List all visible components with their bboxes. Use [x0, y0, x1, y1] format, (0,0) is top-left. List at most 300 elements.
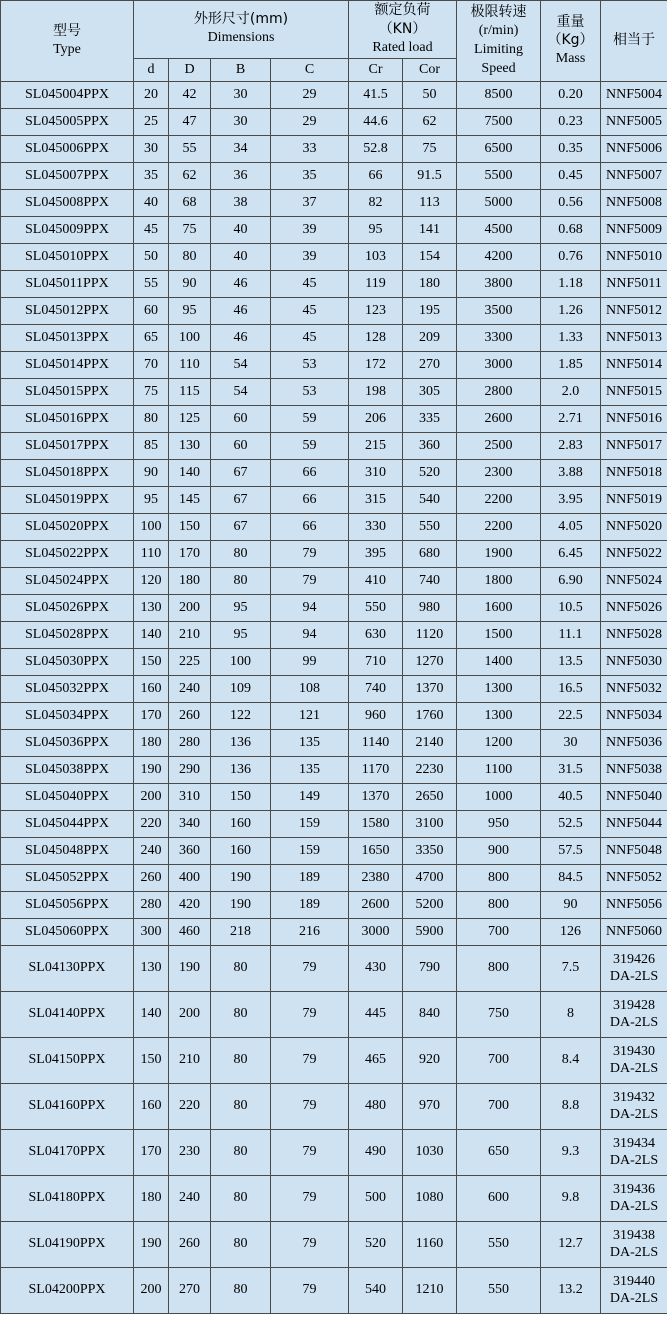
header-Cor: Cor — [403, 58, 457, 81]
cell-equivalent-line1: 319438 — [613, 1227, 656, 1243]
cell-Cor: 1080 — [403, 1175, 457, 1221]
table-row — [1, 432, 667, 459]
cell-equivalent: NNF5018 — [601, 459, 667, 486]
cell-C: 29 — [271, 81, 349, 108]
cell-type: SL045022PPX — [1, 540, 134, 567]
cell-Cor: 5200 — [403, 891, 457, 918]
table-row — [1, 459, 667, 486]
table-row — [1, 810, 667, 837]
cell-C: 53 — [271, 378, 349, 405]
table-row — [1, 486, 667, 513]
cell-type: SL045014PPX — [1, 351, 134, 378]
cell-d: 120 — [134, 567, 169, 594]
cell-Cor: 4700 — [403, 864, 457, 891]
cell-Cor: 141 — [403, 216, 457, 243]
cell-Cr: 3000 — [349, 918, 403, 945]
cell-D: 270 — [169, 1267, 211, 1313]
cell-type: SL045011PPX — [1, 270, 134, 297]
cell-type: SL045034PPX — [1, 702, 134, 729]
cell-type: SL045026PPX — [1, 594, 134, 621]
cell-D: 400 — [169, 864, 211, 891]
table-row — [1, 189, 667, 216]
cell-d: 200 — [134, 783, 169, 810]
cell-mass: 11.1 — [541, 621, 601, 648]
cell-B: 67 — [211, 486, 271, 513]
cell-C: 29 — [271, 108, 349, 135]
cell-type: SL045013PPX — [1, 324, 134, 351]
cell-C: 79 — [271, 1221, 349, 1267]
cell-d: 25 — [134, 108, 169, 135]
table-row — [1, 513, 667, 540]
cell-d: 190 — [134, 1221, 169, 1267]
header-limiting-speed — [457, 1, 541, 82]
cell-mass: 0.45 — [541, 162, 601, 189]
cell-type: SL045056PPX — [1, 891, 134, 918]
cell-B: 122 — [211, 702, 271, 729]
header-rated-load-cn: 额定负荷 — [374, 2, 431, 18]
cell-equivalent — [601, 1221, 667, 1267]
cell-B: 150 — [211, 783, 271, 810]
cell-Cr: 44.6 — [349, 108, 403, 135]
cell-mass: 3.88 — [541, 459, 601, 486]
cell-Cor: 740 — [403, 567, 457, 594]
cell-type: SL045038PPX — [1, 756, 134, 783]
cell-mass: 3.95 — [541, 486, 601, 513]
cell-limiting-speed: 2500 — [457, 432, 541, 459]
cell-Cr: 82 — [349, 189, 403, 216]
cell-Cr: 128 — [349, 324, 403, 351]
cell-equivalent — [601, 1129, 667, 1175]
cell-limiting-speed: 550 — [457, 1221, 541, 1267]
cell-limiting-speed: 1800 — [457, 567, 541, 594]
cell-mass: 2.0 — [541, 378, 601, 405]
header-D: D — [169, 58, 211, 81]
cell-equivalent: NNF5004 — [601, 81, 667, 108]
cell-B: 40 — [211, 216, 271, 243]
cell-B: 95 — [211, 594, 271, 621]
cell-D: 80 — [169, 243, 211, 270]
cell-d: 180 — [134, 729, 169, 756]
cell-limiting-speed: 1900 — [457, 540, 541, 567]
cell-Cr: 490 — [349, 1129, 403, 1175]
cell-Cor: 1120 — [403, 621, 457, 648]
cell-D: 240 — [169, 675, 211, 702]
cell-equivalent — [601, 991, 667, 1037]
cell-equivalent-line2: DA-2LS — [609, 969, 659, 985]
cell-limiting-speed: 1600 — [457, 594, 541, 621]
cell-type: SL045024PPX — [1, 567, 134, 594]
cell-type: SL04140PPX — [1, 991, 134, 1037]
cell-B: 60 — [211, 432, 271, 459]
header-type — [1, 1, 134, 82]
cell-Cor: 270 — [403, 351, 457, 378]
cell-Cor: 540 — [403, 486, 457, 513]
table-row — [1, 756, 667, 783]
cell-D: 115 — [169, 378, 211, 405]
cell-type: SL04150PPX — [1, 1037, 134, 1083]
cell-limiting-speed: 2200 — [457, 513, 541, 540]
cell-Cor: 335 — [403, 405, 457, 432]
cell-limiting-speed: 7500 — [457, 108, 541, 135]
cell-C: 135 — [271, 729, 349, 756]
cell-Cor: 180 — [403, 270, 457, 297]
table-row — [1, 648, 667, 675]
cell-Cor: 790 — [403, 945, 457, 991]
cell-limiting-speed: 1500 — [457, 621, 541, 648]
cell-limiting-speed: 8500 — [457, 81, 541, 108]
table-row — [1, 1037, 667, 1083]
cell-B: 46 — [211, 297, 271, 324]
cell-Cr: 330 — [349, 513, 403, 540]
table-row — [1, 1221, 667, 1267]
cell-d: 40 — [134, 189, 169, 216]
cell-mass: 2.83 — [541, 432, 601, 459]
cell-d: 220 — [134, 810, 169, 837]
cell-limiting-speed: 1000 — [457, 783, 541, 810]
cell-d: 95 — [134, 486, 169, 513]
cell-type: SL045020PPX — [1, 513, 134, 540]
cell-C: 45 — [271, 324, 349, 351]
cell-mass: 2.71 — [541, 405, 601, 432]
table-row — [1, 162, 667, 189]
cell-Cor: 113 — [403, 189, 457, 216]
cell-D: 340 — [169, 810, 211, 837]
header-mass-unit: （Kg） — [547, 32, 594, 49]
cell-d: 280 — [134, 891, 169, 918]
cell-C: 79 — [271, 1175, 349, 1221]
cell-B: 160 — [211, 810, 271, 837]
cell-B: 80 — [211, 1175, 271, 1221]
cell-B: 60 — [211, 405, 271, 432]
header-equivalent: 相当于 — [601, 1, 667, 82]
cell-mass: 12.7 — [541, 1221, 601, 1267]
cell-limiting-speed: 1200 — [457, 729, 541, 756]
cell-Cor: 75 — [403, 135, 457, 162]
cell-C: 159 — [271, 810, 349, 837]
cell-C: 189 — [271, 864, 349, 891]
cell-C: 45 — [271, 270, 349, 297]
cell-Cor: 305 — [403, 378, 457, 405]
cell-B: 136 — [211, 729, 271, 756]
cell-Cr: 395 — [349, 540, 403, 567]
cell-type: SL045032PPX — [1, 675, 134, 702]
cell-limiting-speed: 3500 — [457, 297, 541, 324]
cell-mass: 90 — [541, 891, 601, 918]
cell-equivalent: NNF5008 — [601, 189, 667, 216]
cell-Cr: 1650 — [349, 837, 403, 864]
cell-C: 99 — [271, 648, 349, 675]
cell-D: 180 — [169, 567, 211, 594]
cell-D: 55 — [169, 135, 211, 162]
cell-Cor: 360 — [403, 432, 457, 459]
cell-equivalent: NNF5006 — [601, 135, 667, 162]
cell-D: 145 — [169, 486, 211, 513]
cell-equivalent: NNF5026 — [601, 594, 667, 621]
cell-equivalent: NNF5060 — [601, 918, 667, 945]
cell-Cr: 710 — [349, 648, 403, 675]
cell-type: SL045060PPX — [1, 918, 134, 945]
table-row — [1, 991, 667, 1037]
cell-mass: 1.26 — [541, 297, 601, 324]
cell-equivalent — [601, 1037, 667, 1083]
cell-C: 66 — [271, 486, 349, 513]
cell-B: 160 — [211, 837, 271, 864]
cell-type: SL045016PPX — [1, 405, 134, 432]
cell-equivalent: NNF5028 — [601, 621, 667, 648]
cell-Cor: 1210 — [403, 1267, 457, 1313]
cell-mass: 52.5 — [541, 810, 601, 837]
cell-B: 80 — [211, 945, 271, 991]
cell-d: 160 — [134, 675, 169, 702]
cell-C: 189 — [271, 891, 349, 918]
cell-D: 420 — [169, 891, 211, 918]
cell-type: SL045007PPX — [1, 162, 134, 189]
cell-D: 290 — [169, 756, 211, 783]
cell-mass: 0.76 — [541, 243, 601, 270]
cell-limiting-speed: 2200 — [457, 486, 541, 513]
cell-Cr: 310 — [349, 459, 403, 486]
table-body — [1, 81, 667, 1313]
cell-Cr: 52.8 — [349, 135, 403, 162]
cell-D: 95 — [169, 297, 211, 324]
cell-B: 46 — [211, 270, 271, 297]
cell-B: 54 — [211, 378, 271, 405]
cell-mass: 13.5 — [541, 648, 601, 675]
cell-mass: 9.8 — [541, 1175, 601, 1221]
cell-type: SL045052PPX — [1, 864, 134, 891]
cell-type: SL045044PPX — [1, 810, 134, 837]
cell-D: 47 — [169, 108, 211, 135]
cell-limiting-speed: 950 — [457, 810, 541, 837]
cell-D: 140 — [169, 459, 211, 486]
cell-equivalent: NNF5048 — [601, 837, 667, 864]
cell-B: 80 — [211, 1267, 271, 1313]
cell-Cr: 41.5 — [349, 81, 403, 108]
cell-B: 109 — [211, 675, 271, 702]
cell-C: 37 — [271, 189, 349, 216]
cell-type: SL045009PPX — [1, 216, 134, 243]
cell-equivalent-line1: 319436 — [613, 1181, 656, 1197]
cell-d: 130 — [134, 945, 169, 991]
cell-Cr: 445 — [349, 991, 403, 1037]
cell-C: 94 — [271, 594, 349, 621]
cell-Cr: 206 — [349, 405, 403, 432]
cell-d: 300 — [134, 918, 169, 945]
cell-mass: 6.90 — [541, 567, 601, 594]
header-B: B — [211, 58, 271, 81]
cell-equivalent: NNF5056 — [601, 891, 667, 918]
cell-equivalent: NNF5015 — [601, 378, 667, 405]
cell-C: 66 — [271, 459, 349, 486]
cell-type: SL04190PPX — [1, 1221, 134, 1267]
cell-B: 30 — [211, 81, 271, 108]
cell-C: 39 — [271, 216, 349, 243]
cell-d: 85 — [134, 432, 169, 459]
cell-Cr: 198 — [349, 378, 403, 405]
cell-Cor: 50 — [403, 81, 457, 108]
cell-mass: 6.45 — [541, 540, 601, 567]
table-row — [1, 1083, 667, 1129]
cell-mass: 0.23 — [541, 108, 601, 135]
cell-Cor: 840 — [403, 991, 457, 1037]
cell-D: 100 — [169, 324, 211, 351]
cell-Cor: 5900 — [403, 918, 457, 945]
cell-Cor: 2230 — [403, 756, 457, 783]
cell-type: SL045048PPX — [1, 837, 134, 864]
cell-mass: 1.33 — [541, 324, 601, 351]
cell-Cor: 520 — [403, 459, 457, 486]
cell-mass: 126 — [541, 918, 601, 945]
cell-B: 54 — [211, 351, 271, 378]
cell-B: 80 — [211, 1221, 271, 1267]
cell-equivalent-line1: 319428 — [613, 997, 656, 1013]
cell-mass: 84.5 — [541, 864, 601, 891]
cell-D: 75 — [169, 216, 211, 243]
cell-d: 30 — [134, 135, 169, 162]
table-row — [1, 837, 667, 864]
cell-type: SL04160PPX — [1, 1083, 134, 1129]
cell-C: 79 — [271, 1037, 349, 1083]
cell-D: 170 — [169, 540, 211, 567]
cell-equivalent-line2: DA-2LS — [609, 1245, 659, 1261]
cell-type: SL045008PPX — [1, 189, 134, 216]
cell-equivalent-line1: 319434 — [613, 1135, 656, 1151]
cell-type: SL04170PPX — [1, 1129, 134, 1175]
cell-C: 79 — [271, 1129, 349, 1175]
cell-C: 216 — [271, 918, 349, 945]
cell-limiting-speed: 5500 — [457, 162, 541, 189]
cell-equivalent: NNF5020 — [601, 513, 667, 540]
table-row — [1, 1175, 667, 1221]
cell-type: SL045010PPX — [1, 243, 134, 270]
table-row — [1, 270, 667, 297]
cell-d: 180 — [134, 1175, 169, 1221]
cell-type: SL045004PPX — [1, 81, 134, 108]
table-row — [1, 135, 667, 162]
cell-equivalent: NNF5034 — [601, 702, 667, 729]
cell-B: 80 — [211, 1037, 271, 1083]
cell-mass: 7.5 — [541, 945, 601, 991]
cell-equivalent-line2: DA-2LS — [609, 1061, 659, 1077]
cell-C: 135 — [271, 756, 349, 783]
cell-limiting-speed: 5000 — [457, 189, 541, 216]
cell-Cr: 215 — [349, 432, 403, 459]
table-row — [1, 918, 667, 945]
cell-limiting-speed: 1400 — [457, 648, 541, 675]
cell-C: 79 — [271, 540, 349, 567]
cell-equivalent: NNF5005 — [601, 108, 667, 135]
cell-mass: 22.5 — [541, 702, 601, 729]
cell-Cr: 1170 — [349, 756, 403, 783]
cell-B: 40 — [211, 243, 271, 270]
cell-equivalent: NNF5014 — [601, 351, 667, 378]
cell-limiting-speed: 3800 — [457, 270, 541, 297]
cell-type: SL045015PPX — [1, 378, 134, 405]
cell-mass: 8 — [541, 991, 601, 1037]
cell-C: 94 — [271, 621, 349, 648]
cell-Cor: 970 — [403, 1083, 457, 1129]
cell-Cor: 2650 — [403, 783, 457, 810]
cell-Cr: 172 — [349, 351, 403, 378]
cell-Cor: 1160 — [403, 1221, 457, 1267]
cell-B: 80 — [211, 991, 271, 1037]
cell-d: 150 — [134, 1037, 169, 1083]
cell-D: 220 — [169, 1083, 211, 1129]
header-mass-en: Mass — [555, 51, 586, 67]
cell-B: 67 — [211, 459, 271, 486]
cell-equivalent: NNF5010 — [601, 243, 667, 270]
header-rated-load-unit: （KN） — [378, 20, 427, 37]
table-row — [1, 81, 667, 108]
cell-type: SL045036PPX — [1, 729, 134, 756]
cell-mass: 10.5 — [541, 594, 601, 621]
cell-D: 210 — [169, 621, 211, 648]
cell-Cr: 95 — [349, 216, 403, 243]
cell-equivalent: NNF5011 — [601, 270, 667, 297]
cell-limiting-speed: 650 — [457, 1129, 541, 1175]
cell-equivalent-line2: DA-2LS — [609, 1291, 659, 1307]
cell-d: 240 — [134, 837, 169, 864]
cell-mass: 16.5 — [541, 675, 601, 702]
table-row — [1, 108, 667, 135]
cell-Cr: 119 — [349, 270, 403, 297]
header-d: d — [134, 58, 169, 81]
cell-equivalent: NNF5036 — [601, 729, 667, 756]
cell-Cr: 1140 — [349, 729, 403, 756]
cell-mass: 0.56 — [541, 189, 601, 216]
cell-Cr: 123 — [349, 297, 403, 324]
cell-d: 80 — [134, 405, 169, 432]
cell-C: 149 — [271, 783, 349, 810]
cell-Cor: 550 — [403, 513, 457, 540]
cell-D: 460 — [169, 918, 211, 945]
cell-limiting-speed: 700 — [457, 1037, 541, 1083]
cell-equivalent — [601, 1267, 667, 1313]
cell-mass: 1.85 — [541, 351, 601, 378]
cell-Cr: 66 — [349, 162, 403, 189]
header-type-en: Type — [53, 41, 81, 57]
cell-Cr: 103 — [349, 243, 403, 270]
cell-D: 260 — [169, 702, 211, 729]
cell-B: 80 — [211, 1083, 271, 1129]
cell-limiting-speed: 2800 — [457, 378, 541, 405]
cell-Cor: 209 — [403, 324, 457, 351]
cell-d: 170 — [134, 1129, 169, 1175]
header-dimensions — [134, 1, 349, 59]
cell-limiting-speed: 1300 — [457, 675, 541, 702]
cell-D: 130 — [169, 432, 211, 459]
cell-d: 150 — [134, 648, 169, 675]
table-row — [1, 243, 667, 270]
header-dimensions-cn: 外形尺寸(mm) — [193, 11, 289, 28]
cell-D: 62 — [169, 162, 211, 189]
cell-mass: 0.35 — [541, 135, 601, 162]
cell-C: 159 — [271, 837, 349, 864]
table-row — [1, 621, 667, 648]
cell-equivalent: NNF5016 — [601, 405, 667, 432]
cell-mass: 8.4 — [541, 1037, 601, 1083]
cell-d: 160 — [134, 1083, 169, 1129]
cell-equivalent: NNF5032 — [601, 675, 667, 702]
cell-equivalent-line2: DA-2LS — [609, 1015, 659, 1031]
cell-type: SL045028PPX — [1, 621, 134, 648]
cell-equivalent: NNF5052 — [601, 864, 667, 891]
cell-equivalent: NNF5009 — [601, 216, 667, 243]
table-row — [1, 324, 667, 351]
cell-Cr: 2380 — [349, 864, 403, 891]
cell-B: 190 — [211, 891, 271, 918]
cell-equivalent: NNF5040 — [601, 783, 667, 810]
